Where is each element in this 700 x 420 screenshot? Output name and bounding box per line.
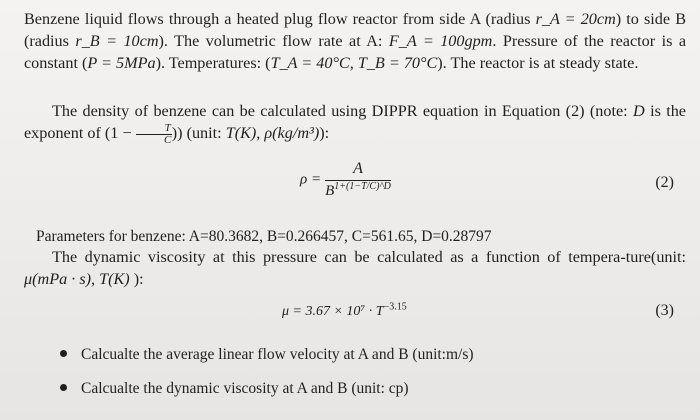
viscosity-unit: μ(mPa · s), T(K)	[24, 270, 130, 288]
list-item	[60, 380, 409, 398]
density-text-1: The density of benzene can be calculated using DIPPR equation in Equation (2) (note:	[52, 102, 634, 120]
intro-text-4: . Pressure of the reactor is a constant (	[24, 32, 686, 72]
temperatures: T_A = 40°C, T_B = 70°C	[270, 54, 438, 72]
eq3-expression: μ = 3.67 × 10⁷ · T	[282, 304, 384, 319]
task-2: Calcualte the dynamic viscosity at A and B (unit: cp)	[81, 380, 409, 397]
eq2-fraction	[325, 160, 391, 200]
eq3-body	[282, 301, 407, 320]
density-text-3: )) (unit:	[171, 124, 226, 142]
intro-text-6: ). The reactor is at steady state.	[437, 54, 639, 72]
intro-text-1: Benzene liquid flows through a heated plug flow reactor from side A (radius	[24, 10, 536, 28]
equation-3	[24, 300, 686, 326]
intro-text-5: ). Temperatures: (	[155, 54, 271, 72]
bullet-icon	[60, 350, 67, 357]
density-paragraph	[24, 100, 686, 146]
eq2-lhs: ρ =	[300, 171, 322, 188]
eq2-denominator-base: B	[325, 183, 335, 199]
density-unit: T(K), ρ(kg/m³)	[225, 124, 320, 142]
eq2-exponent: 1+(1−T/C)^D	[334, 181, 391, 192]
eq2-number: (2)	[655, 174, 674, 191]
equation-2	[24, 160, 686, 210]
problem-intro	[24, 8, 686, 74]
eq2-numerator: A	[353, 160, 363, 177]
list-item	[60, 346, 474, 364]
pressure: P = 5MPa	[87, 54, 156, 72]
viscosity-text-2: ):	[129, 270, 144, 288]
task-1: Calcualte the average linear flow velocity at A and B (unit:m/s)	[81, 346, 474, 363]
t-over-c-fraction: $\frac{T}{C}$	[136, 123, 172, 146]
benzene-parameters: Parameters for benzene: A=80.3682, B=0.266457, C=561.65, D=0.28797	[36, 228, 492, 245]
intro-text-2: ) to side B (radius	[24, 10, 686, 50]
density-var: D	[633, 102, 645, 120]
density-text-2: is the exponent of (1 −	[24, 102, 686, 142]
viscosity-text-1: The dynamic viscosity at this pressure can be calculated as a function of tempera-ture(unit:	[52, 248, 686, 266]
intro-text-3: ). The volumetric flow rate at A:	[158, 32, 389, 50]
eq2-denominator	[325, 181, 391, 200]
radius-b: r_B = 10cm	[75, 32, 159, 50]
eq3-number: (3)	[655, 302, 674, 319]
eq3-exponent: −3.15	[383, 301, 407, 313]
bullet-icon	[60, 384, 67, 391]
flow-rate: F_A = 100gpm	[388, 32, 493, 50]
radius-a: r_A = 20cm	[535, 10, 616, 28]
viscosity-paragraph	[24, 246, 686, 290]
density-close: ):	[319, 124, 330, 142]
